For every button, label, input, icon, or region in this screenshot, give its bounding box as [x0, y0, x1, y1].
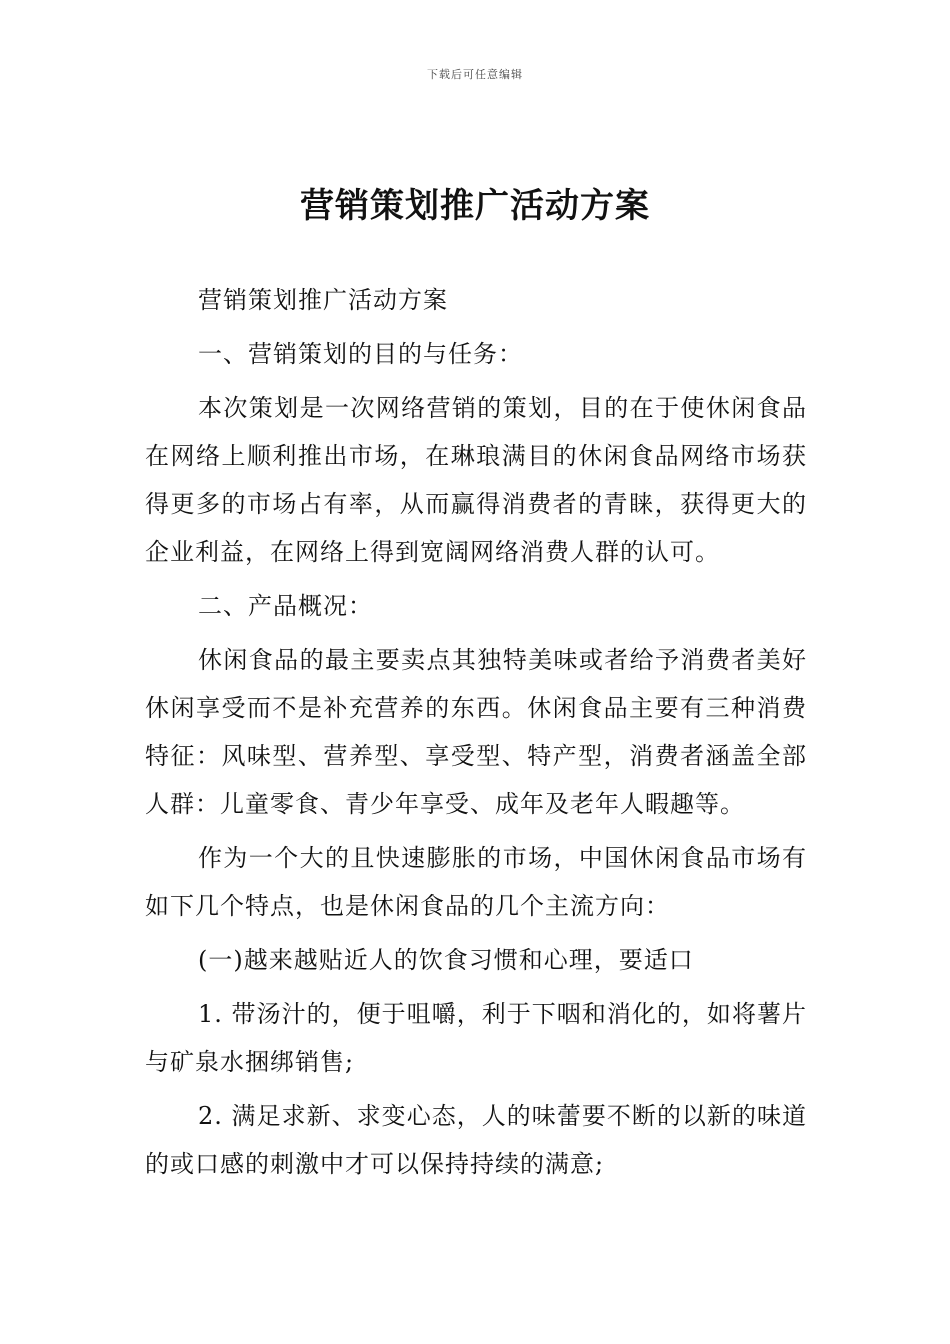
document-title: 营销策划推广活动方案: [300, 186, 650, 226]
list-item-2: 2. 满足求新、求变心态，人的味蕾要不断的以新的味道的或口感的刺激中才可以保持持续的满意;: [145, 1102, 807, 1178]
section-heading-purpose: 一、营销策划的目的与任务：: [198, 340, 523, 368]
subsection-heading-1: (一)越来越贴近人的饮食习惯和心理，要适口: [198, 946, 694, 974]
paragraph-product: 休闲食品的最主要卖点其独特美味或者给予消费者美好休闲享受而不是补充营养的东西。休闲食品主要有三种消费特征：风味型、营养型、享受型、特产型，消费者涵盖全部人群：儿童零食、青少年享受、成年及老年人暇趣等。: [145, 646, 807, 818]
paragraph-market: 作为一个大的且快速膨胀的市场，中国休闲食品市场有如下几个特点，也是休闲食品的几个主流方向：: [145, 844, 807, 920]
section-heading-product: 二、产品概况：: [198, 592, 373, 620]
document-body: [145, 276, 807, 1188]
paragraph-subtitle: 营销策划推广活动方案: [198, 286, 448, 314]
paragraph-purpose: 本次策划是一次网络营销的策划，目的在于使休闲食品在网络上顺利推出市场，在琳琅满目的休闲食品网络市场获得更多的市场占有率，从而赢得消费者的青睐，获得更大的企业利益，在网络上得到宽阔网络消费人群的认可。: [145, 394, 807, 566]
list-item-1: 1. 带汤汁的，便于咀嚼，利于下咽和消化的，如将薯片与矿泉水捆绑销售;: [145, 1000, 807, 1076]
header-note: 下载后可任意编辑: [427, 68, 523, 81]
